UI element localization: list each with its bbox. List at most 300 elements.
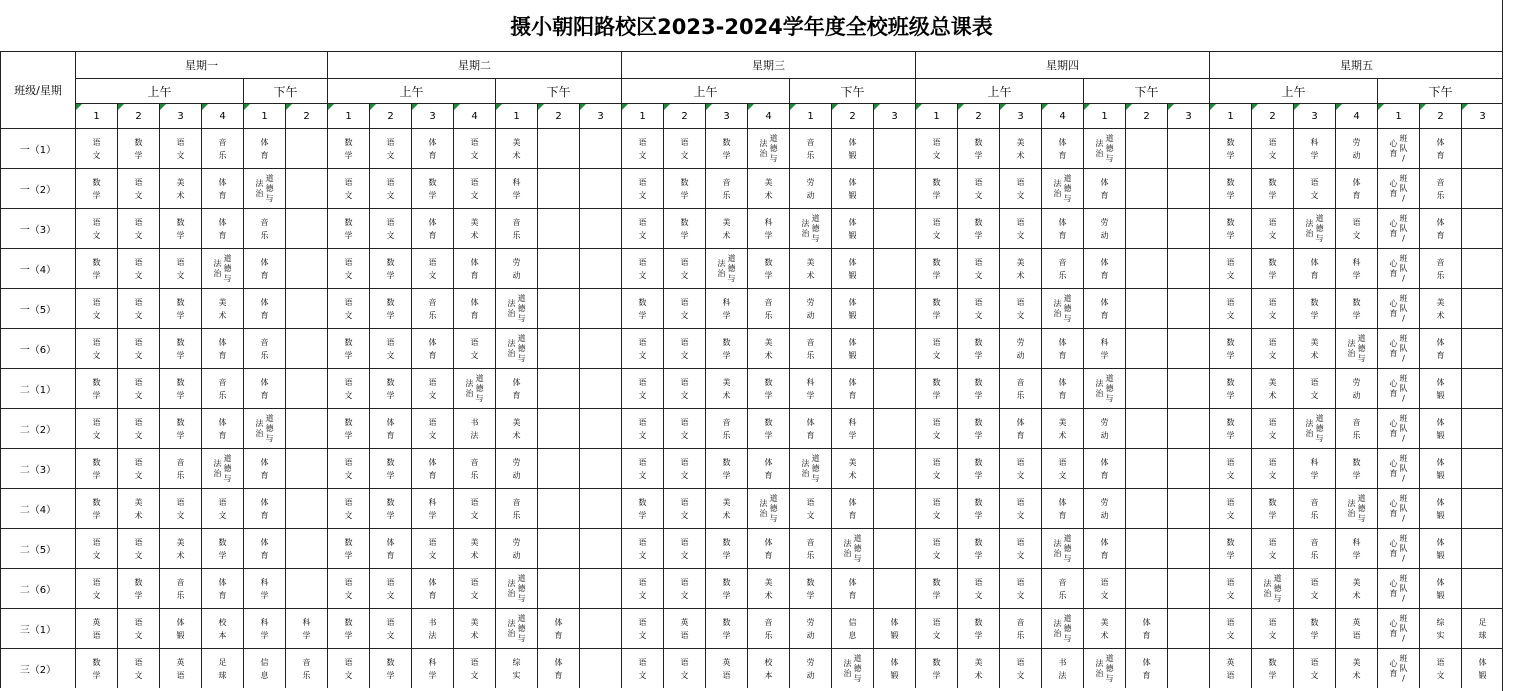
subject-cell[interactable] bbox=[747, 328, 789, 368]
subject-cell[interactable] bbox=[663, 528, 705, 568]
subject-cell[interactable] bbox=[159, 168, 201, 208]
subject-cell[interactable] bbox=[579, 128, 621, 168]
subject-cell[interactable] bbox=[495, 248, 537, 288]
subject-cell[interactable] bbox=[1041, 488, 1083, 528]
subject-cell[interactable] bbox=[201, 208, 243, 248]
subject-cell[interactable] bbox=[999, 408, 1041, 448]
subject-cell[interactable] bbox=[369, 328, 411, 368]
subject-cell[interactable] bbox=[747, 648, 789, 688]
subject-cell[interactable] bbox=[1293, 128, 1335, 168]
subject-cell[interactable] bbox=[1167, 208, 1209, 248]
subject-cell[interactable] bbox=[1251, 528, 1293, 568]
subject-cell[interactable] bbox=[411, 248, 453, 288]
subject-cell[interactable] bbox=[621, 208, 663, 248]
subject-cell[interactable] bbox=[831, 168, 873, 208]
subject-cell[interactable] bbox=[537, 408, 579, 448]
subject-cell[interactable] bbox=[1125, 128, 1167, 168]
subject-cell[interactable] bbox=[1041, 288, 1083, 328]
subject-cell[interactable] bbox=[957, 288, 999, 328]
subject-cell[interactable] bbox=[1167, 168, 1209, 208]
subject-cell[interactable] bbox=[789, 128, 831, 168]
subject-cell[interactable] bbox=[915, 528, 957, 568]
subject-cell[interactable] bbox=[1335, 248, 1377, 288]
subject-cell[interactable] bbox=[1419, 448, 1461, 488]
subject-cell[interactable] bbox=[1209, 488, 1251, 528]
subject-cell[interactable] bbox=[75, 288, 117, 328]
subject-cell[interactable] bbox=[411, 168, 453, 208]
subject-cell[interactable] bbox=[243, 528, 285, 568]
subject-cell[interactable] bbox=[75, 168, 117, 208]
subject-cell[interactable] bbox=[495, 528, 537, 568]
subject-cell[interactable] bbox=[1083, 608, 1125, 648]
subject-cell[interactable] bbox=[117, 328, 159, 368]
subject-cell[interactable] bbox=[1083, 568, 1125, 608]
subject-cell[interactable] bbox=[537, 488, 579, 528]
subject-cell[interactable] bbox=[159, 568, 201, 608]
subject-cell[interactable] bbox=[1209, 328, 1251, 368]
subject-cell[interactable] bbox=[789, 568, 831, 608]
subject-cell[interactable] bbox=[369, 408, 411, 448]
subject-cell[interactable] bbox=[1209, 648, 1251, 688]
subject-cell[interactable] bbox=[1419, 568, 1461, 608]
subject-cell[interactable] bbox=[1251, 568, 1293, 608]
subject-cell[interactable] bbox=[747, 368, 789, 408]
subject-cell[interactable] bbox=[327, 488, 369, 528]
subject-cell[interactable] bbox=[75, 368, 117, 408]
subject-cell[interactable] bbox=[243, 208, 285, 248]
subject-cell[interactable] bbox=[831, 488, 873, 528]
subject-cell[interactable] bbox=[285, 408, 327, 448]
subject-cell[interactable] bbox=[327, 528, 369, 568]
subject-cell[interactable] bbox=[159, 448, 201, 488]
subject-cell[interactable] bbox=[705, 328, 747, 368]
subject-cell[interactable] bbox=[1335, 448, 1377, 488]
subject-cell[interactable] bbox=[453, 448, 495, 488]
subject-cell[interactable] bbox=[1083, 208, 1125, 248]
subject-cell[interactable] bbox=[1419, 128, 1461, 168]
subject-cell[interactable] bbox=[285, 528, 327, 568]
subject-cell[interactable] bbox=[1335, 608, 1377, 648]
subject-cell[interactable] bbox=[957, 168, 999, 208]
subject-cell[interactable] bbox=[831, 648, 873, 688]
subject-cell[interactable] bbox=[537, 568, 579, 608]
subject-cell[interactable] bbox=[537, 528, 579, 568]
subject-cell[interactable] bbox=[1293, 448, 1335, 488]
subject-cell[interactable] bbox=[1125, 248, 1167, 288]
subject-cell[interactable] bbox=[705, 488, 747, 528]
subject-cell[interactable] bbox=[789, 168, 831, 208]
subject-cell[interactable] bbox=[957, 248, 999, 288]
subject-cell[interactable] bbox=[957, 648, 999, 688]
subject-cell[interactable] bbox=[1167, 568, 1209, 608]
subject-cell[interactable] bbox=[159, 128, 201, 168]
subject-cell[interactable] bbox=[873, 208, 915, 248]
subject-cell[interactable] bbox=[1419, 368, 1461, 408]
subject-cell[interactable] bbox=[1293, 208, 1335, 248]
subject-cell[interactable] bbox=[1251, 608, 1293, 648]
subject-cell[interactable] bbox=[579, 568, 621, 608]
subject-cell[interactable] bbox=[1377, 528, 1419, 568]
subject-cell[interactable] bbox=[1083, 248, 1125, 288]
subject-cell[interactable] bbox=[411, 648, 453, 688]
subject-cell[interactable] bbox=[1041, 568, 1083, 608]
subject-cell[interactable] bbox=[705, 568, 747, 608]
subject-cell[interactable] bbox=[1083, 368, 1125, 408]
subject-cell[interactable] bbox=[117, 648, 159, 688]
subject-cell[interactable] bbox=[1461, 328, 1503, 368]
subject-cell[interactable] bbox=[579, 208, 621, 248]
subject-cell[interactable] bbox=[75, 448, 117, 488]
subject-cell[interactable] bbox=[579, 168, 621, 208]
subject-cell[interactable] bbox=[1251, 248, 1293, 288]
subject-cell[interactable] bbox=[117, 408, 159, 448]
subject-cell[interactable] bbox=[957, 208, 999, 248]
subject-cell[interactable] bbox=[117, 608, 159, 648]
subject-cell[interactable] bbox=[1293, 408, 1335, 448]
subject-cell[interactable] bbox=[201, 608, 243, 648]
subject-cell[interactable] bbox=[915, 328, 957, 368]
subject-cell[interactable] bbox=[75, 328, 117, 368]
subject-cell[interactable] bbox=[201, 328, 243, 368]
subject-cell[interactable] bbox=[327, 608, 369, 648]
subject-cell[interactable] bbox=[579, 528, 621, 568]
subject-cell[interactable] bbox=[831, 408, 873, 448]
subject-cell[interactable] bbox=[1041, 128, 1083, 168]
subject-cell[interactable] bbox=[453, 328, 495, 368]
subject-cell[interactable] bbox=[1083, 408, 1125, 448]
subject-cell[interactable] bbox=[327, 448, 369, 488]
subject-cell[interactable] bbox=[1293, 568, 1335, 608]
subject-cell[interactable] bbox=[957, 368, 999, 408]
subject-cell[interactable] bbox=[243, 248, 285, 288]
subject-cell[interactable] bbox=[117, 208, 159, 248]
subject-cell[interactable] bbox=[327, 648, 369, 688]
subject-cell[interactable] bbox=[327, 128, 369, 168]
subject-cell[interactable] bbox=[201, 568, 243, 608]
subject-cell[interactable] bbox=[579, 648, 621, 688]
subject-cell[interactable] bbox=[1041, 648, 1083, 688]
subject-cell[interactable] bbox=[327, 288, 369, 328]
subject-cell[interactable] bbox=[1293, 288, 1335, 328]
subject-cell[interactable] bbox=[579, 368, 621, 408]
subject-cell[interactable] bbox=[747, 288, 789, 328]
subject-cell[interactable] bbox=[537, 168, 579, 208]
subject-cell[interactable] bbox=[1293, 648, 1335, 688]
subject-cell[interactable] bbox=[495, 128, 537, 168]
subject-cell[interactable] bbox=[705, 288, 747, 328]
subject-cell[interactable] bbox=[579, 488, 621, 528]
subject-cell[interactable] bbox=[453, 248, 495, 288]
subject-cell[interactable] bbox=[915, 608, 957, 648]
subject-cell[interactable] bbox=[1461, 168, 1503, 208]
subject-cell[interactable] bbox=[621, 568, 663, 608]
subject-cell[interactable] bbox=[201, 128, 243, 168]
subject-cell[interactable] bbox=[1461, 368, 1503, 408]
subject-cell[interactable] bbox=[831, 528, 873, 568]
subject-cell[interactable] bbox=[1251, 328, 1293, 368]
subject-cell[interactable] bbox=[117, 448, 159, 488]
subject-cell[interactable] bbox=[201, 168, 243, 208]
subject-cell[interactable] bbox=[159, 328, 201, 368]
subject-cell[interactable] bbox=[747, 488, 789, 528]
subject-cell[interactable] bbox=[1419, 408, 1461, 448]
subject-cell[interactable] bbox=[1125, 608, 1167, 648]
subject-cell[interactable] bbox=[915, 408, 957, 448]
subject-cell[interactable] bbox=[411, 608, 453, 648]
subject-cell[interactable] bbox=[747, 528, 789, 568]
subject-cell[interactable] bbox=[411, 128, 453, 168]
subject-cell[interactable] bbox=[1209, 368, 1251, 408]
subject-cell[interactable] bbox=[1419, 528, 1461, 568]
subject-cell[interactable] bbox=[1377, 448, 1419, 488]
subject-cell[interactable] bbox=[1461, 568, 1503, 608]
subject-cell[interactable] bbox=[789, 448, 831, 488]
subject-cell[interactable] bbox=[201, 528, 243, 568]
subject-cell[interactable] bbox=[1125, 408, 1167, 448]
subject-cell[interactable] bbox=[75, 488, 117, 528]
subject-cell[interactable] bbox=[537, 288, 579, 328]
subject-cell[interactable] bbox=[1125, 368, 1167, 408]
subject-cell[interactable] bbox=[1209, 608, 1251, 648]
subject-cell[interactable] bbox=[663, 408, 705, 448]
subject-cell[interactable] bbox=[327, 408, 369, 448]
subject-cell[interactable] bbox=[1167, 248, 1209, 288]
subject-cell[interactable] bbox=[621, 488, 663, 528]
subject-cell[interactable] bbox=[1167, 288, 1209, 328]
subject-cell[interactable] bbox=[495, 328, 537, 368]
subject-cell[interactable] bbox=[1377, 488, 1419, 528]
subject-cell[interactable] bbox=[1125, 488, 1167, 528]
subject-cell[interactable] bbox=[789, 408, 831, 448]
subject-cell[interactable] bbox=[621, 328, 663, 368]
subject-cell[interactable] bbox=[411, 208, 453, 248]
subject-cell[interactable] bbox=[453, 408, 495, 448]
subject-cell[interactable] bbox=[1377, 208, 1419, 248]
subject-cell[interactable] bbox=[1377, 168, 1419, 208]
subject-cell[interactable] bbox=[453, 208, 495, 248]
subject-cell[interactable] bbox=[831, 288, 873, 328]
subject-cell[interactable] bbox=[411, 448, 453, 488]
subject-cell[interactable] bbox=[243, 328, 285, 368]
subject-cell[interactable] bbox=[705, 248, 747, 288]
subject-cell[interactable] bbox=[621, 608, 663, 648]
subject-cell[interactable] bbox=[495, 648, 537, 688]
subject-cell[interactable] bbox=[1293, 368, 1335, 408]
subject-cell[interactable] bbox=[117, 568, 159, 608]
subject-cell[interactable] bbox=[201, 648, 243, 688]
subject-cell[interactable] bbox=[453, 608, 495, 648]
subject-cell[interactable] bbox=[117, 168, 159, 208]
subject-cell[interactable] bbox=[1083, 288, 1125, 328]
subject-cell[interactable] bbox=[537, 248, 579, 288]
subject-cell[interactable] bbox=[75, 648, 117, 688]
subject-cell[interactable] bbox=[873, 488, 915, 528]
subject-cell[interactable] bbox=[537, 208, 579, 248]
subject-cell[interactable] bbox=[285, 168, 327, 208]
subject-cell[interactable] bbox=[1461, 128, 1503, 168]
subject-cell[interactable] bbox=[453, 368, 495, 408]
subject-cell[interactable] bbox=[411, 568, 453, 608]
subject-cell[interactable] bbox=[369, 528, 411, 568]
subject-cell[interactable] bbox=[1335, 288, 1377, 328]
subject-cell[interactable] bbox=[285, 248, 327, 288]
subject-cell[interactable] bbox=[495, 368, 537, 408]
subject-cell[interactable] bbox=[1377, 408, 1419, 448]
subject-cell[interactable] bbox=[915, 208, 957, 248]
subject-cell[interactable] bbox=[369, 128, 411, 168]
subject-cell[interactable] bbox=[285, 208, 327, 248]
subject-cell[interactable] bbox=[1419, 288, 1461, 328]
subject-cell[interactable] bbox=[1419, 248, 1461, 288]
subject-cell[interactable] bbox=[1377, 288, 1419, 328]
subject-cell[interactable] bbox=[747, 248, 789, 288]
subject-cell[interactable] bbox=[159, 208, 201, 248]
subject-cell[interactable] bbox=[789, 288, 831, 328]
subject-cell[interactable] bbox=[243, 448, 285, 488]
subject-cell[interactable] bbox=[789, 208, 831, 248]
subject-cell[interactable] bbox=[1083, 168, 1125, 208]
subject-cell[interactable] bbox=[873, 448, 915, 488]
subject-cell[interactable] bbox=[957, 328, 999, 368]
subject-cell[interactable] bbox=[831, 328, 873, 368]
subject-cell[interactable] bbox=[1335, 568, 1377, 608]
subject-cell[interactable] bbox=[1293, 248, 1335, 288]
subject-cell[interactable] bbox=[285, 568, 327, 608]
subject-cell[interactable] bbox=[957, 448, 999, 488]
subject-cell[interactable] bbox=[1041, 328, 1083, 368]
subject-cell[interactable] bbox=[621, 448, 663, 488]
subject-cell[interactable] bbox=[201, 368, 243, 408]
subject-cell[interactable] bbox=[369, 608, 411, 648]
subject-cell[interactable] bbox=[1167, 488, 1209, 528]
subject-cell[interactable] bbox=[747, 608, 789, 648]
subject-cell[interactable] bbox=[285, 488, 327, 528]
subject-cell[interactable] bbox=[243, 128, 285, 168]
subject-cell[interactable] bbox=[1461, 208, 1503, 248]
subject-cell[interactable] bbox=[411, 328, 453, 368]
subject-cell[interactable] bbox=[117, 248, 159, 288]
subject-cell[interactable] bbox=[915, 248, 957, 288]
subject-cell[interactable] bbox=[705, 368, 747, 408]
subject-cell[interactable] bbox=[873, 568, 915, 608]
subject-cell[interactable] bbox=[117, 488, 159, 528]
subject-cell[interactable] bbox=[1335, 488, 1377, 528]
subject-cell[interactable] bbox=[1419, 328, 1461, 368]
subject-cell[interactable] bbox=[579, 408, 621, 448]
subject-cell[interactable] bbox=[705, 168, 747, 208]
subject-cell[interactable] bbox=[999, 528, 1041, 568]
subject-cell[interactable] bbox=[1167, 648, 1209, 688]
subject-cell[interactable] bbox=[1251, 288, 1293, 328]
subject-cell[interactable] bbox=[663, 568, 705, 608]
subject-cell[interactable] bbox=[1041, 248, 1083, 288]
subject-cell[interactable] bbox=[999, 608, 1041, 648]
subject-cell[interactable] bbox=[1209, 248, 1251, 288]
subject-cell[interactable] bbox=[873, 528, 915, 568]
subject-cell[interactable] bbox=[327, 328, 369, 368]
subject-cell[interactable] bbox=[75, 408, 117, 448]
subject-cell[interactable] bbox=[75, 568, 117, 608]
subject-cell[interactable] bbox=[621, 648, 663, 688]
subject-cell[interactable] bbox=[1293, 608, 1335, 648]
subject-cell[interactable] bbox=[915, 368, 957, 408]
subject-cell[interactable] bbox=[159, 608, 201, 648]
subject-cell[interactable] bbox=[789, 488, 831, 528]
subject-cell[interactable] bbox=[1209, 288, 1251, 328]
subject-cell[interactable] bbox=[327, 368, 369, 408]
subject-cell[interactable] bbox=[1209, 208, 1251, 248]
subject-cell[interactable] bbox=[285, 648, 327, 688]
subject-cell[interactable] bbox=[705, 208, 747, 248]
subject-cell[interactable] bbox=[369, 568, 411, 608]
subject-cell[interactable] bbox=[369, 168, 411, 208]
subject-cell[interactable] bbox=[705, 608, 747, 648]
subject-cell[interactable] bbox=[1083, 448, 1125, 488]
subject-cell[interactable] bbox=[75, 248, 117, 288]
subject-cell[interactable] bbox=[1125, 168, 1167, 208]
subject-cell[interactable] bbox=[747, 568, 789, 608]
subject-cell[interactable] bbox=[1125, 288, 1167, 328]
subject-cell[interactable] bbox=[705, 648, 747, 688]
subject-cell[interactable] bbox=[579, 248, 621, 288]
subject-cell[interactable] bbox=[411, 408, 453, 448]
subject-cell[interactable] bbox=[411, 288, 453, 328]
subject-cell[interactable] bbox=[1083, 328, 1125, 368]
subject-cell[interactable] bbox=[789, 608, 831, 648]
subject-cell[interactable] bbox=[1209, 568, 1251, 608]
subject-cell[interactable] bbox=[915, 648, 957, 688]
subject-cell[interactable] bbox=[1377, 608, 1419, 648]
subject-cell[interactable] bbox=[831, 568, 873, 608]
subject-cell[interactable] bbox=[1125, 208, 1167, 248]
subject-cell[interactable] bbox=[915, 288, 957, 328]
subject-cell[interactable] bbox=[369, 248, 411, 288]
subject-cell[interactable] bbox=[1335, 168, 1377, 208]
subject-cell[interactable] bbox=[285, 608, 327, 648]
subject-cell[interactable] bbox=[579, 288, 621, 328]
subject-cell[interactable] bbox=[1419, 648, 1461, 688]
subject-cell[interactable] bbox=[159, 488, 201, 528]
subject-cell[interactable] bbox=[243, 168, 285, 208]
subject-cell[interactable] bbox=[957, 488, 999, 528]
subject-cell[interactable] bbox=[705, 408, 747, 448]
subject-cell[interactable] bbox=[1335, 368, 1377, 408]
subject-cell[interactable] bbox=[537, 128, 579, 168]
subject-cell[interactable] bbox=[1335, 328, 1377, 368]
subject-cell[interactable] bbox=[831, 448, 873, 488]
subject-cell[interactable] bbox=[957, 608, 999, 648]
subject-cell[interactable] bbox=[75, 528, 117, 568]
subject-cell[interactable] bbox=[1209, 448, 1251, 488]
subject-cell[interactable] bbox=[1419, 608, 1461, 648]
subject-cell[interactable] bbox=[1335, 648, 1377, 688]
subject-cell[interactable] bbox=[201, 288, 243, 328]
subject-cell[interactable] bbox=[495, 168, 537, 208]
subject-cell[interactable] bbox=[873, 328, 915, 368]
subject-cell[interactable] bbox=[1209, 528, 1251, 568]
subject-cell[interactable] bbox=[789, 648, 831, 688]
subject-cell[interactable] bbox=[621, 528, 663, 568]
subject-cell[interactable] bbox=[1167, 408, 1209, 448]
subject-cell[interactable] bbox=[1041, 368, 1083, 408]
subject-cell[interactable] bbox=[957, 528, 999, 568]
subject-cell[interactable] bbox=[453, 288, 495, 328]
subject-cell[interactable] bbox=[621, 128, 663, 168]
subject-cell[interactable] bbox=[1419, 208, 1461, 248]
subject-cell[interactable] bbox=[1419, 168, 1461, 208]
subject-cell[interactable] bbox=[1041, 528, 1083, 568]
subject-cell[interactable] bbox=[1041, 608, 1083, 648]
